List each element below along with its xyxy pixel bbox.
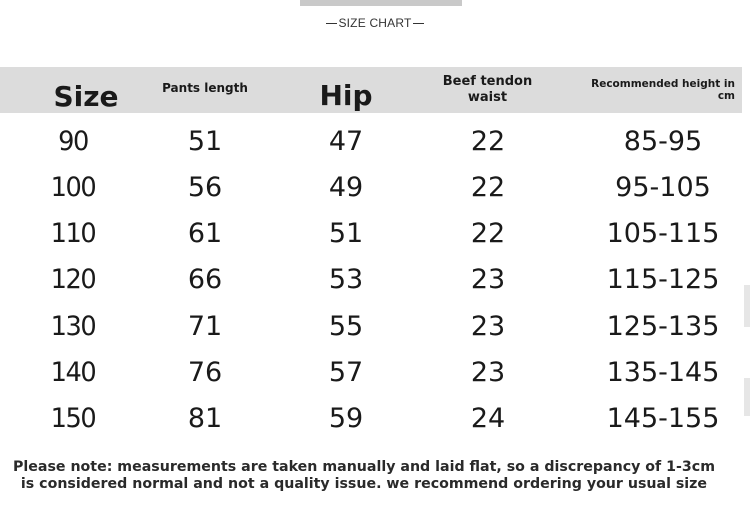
table-row <box>0 349 750 395</box>
size-chart-title <box>0 16 750 34</box>
table-row <box>0 396 750 442</box>
cell-hip: 53 <box>328 264 364 296</box>
cell-pants-length: 71 <box>187 310 223 342</box>
cell-recommended-height: 95-105 <box>615 171 711 203</box>
top-divider-bar <box>300 0 462 6</box>
cell-pants-length: 56 <box>187 171 223 203</box>
table-row <box>0 164 750 210</box>
cell-hip: 57 <box>328 356 364 388</box>
cell-waist: 22 <box>470 171 506 203</box>
cell-size: 90 <box>58 125 88 157</box>
cell-hip: 55 <box>328 310 364 342</box>
cell-waist: 23 <box>470 356 506 388</box>
cell-hip: 51 <box>328 218 364 250</box>
cell-pants-length: 51 <box>187 125 223 157</box>
cell-size: 130 <box>50 310 96 342</box>
cell-hip: 49 <box>328 171 364 203</box>
table-row <box>0 118 750 164</box>
cell-hip: 47 <box>328 125 364 157</box>
size-table-body <box>0 118 750 442</box>
table-row <box>0 211 750 257</box>
cell-pants-length: 61 <box>187 218 223 250</box>
cell-waist: 23 <box>470 310 506 342</box>
cell-waist: 23 <box>470 264 506 296</box>
table-header-row <box>0 67 742 113</box>
header-pants-length: Pants length <box>162 81 248 95</box>
cell-size: 120 <box>50 264 96 296</box>
note-line-1: Please note: measurements are taken manually and laid flat, so a discrepancy of 1-3cm <box>12 459 715 475</box>
cell-size: 100 <box>50 171 96 203</box>
cell-waist: 24 <box>470 403 506 435</box>
size-chart-title-text: SIZE CHART <box>338 16 412 30</box>
cell-size: 140 <box>50 356 96 388</box>
cell-waist: 22 <box>470 218 506 250</box>
cell-recommended-height: 85-95 <box>623 125 703 157</box>
edge-decoration <box>744 378 750 416</box>
cell-recommended-height: 135-145 <box>606 356 720 388</box>
cell-size: 150 <box>50 403 96 435</box>
cell-recommended-height: 145-155 <box>606 403 720 435</box>
header-waist-line2: waist <box>467 90 508 105</box>
header-hip: Hip <box>319 78 373 112</box>
cell-hip: 59 <box>328 403 364 435</box>
cell-recommended-height: 115-125 <box>606 264 720 296</box>
note-line-2: is considered normal and not a quality issue. we recommend ordering your usual size <box>20 475 708 492</box>
cell-recommended-height: 125-135 <box>606 310 720 342</box>
title-dash-left <box>326 23 337 24</box>
header-height-line2: cm <box>717 90 735 102</box>
cell-pants-length: 66 <box>187 264 223 296</box>
table-row <box>0 257 750 303</box>
table-row <box>0 303 750 349</box>
cell-size: 110 <box>50 218 96 250</box>
header-waist <box>430 67 545 113</box>
header-recommended-height <box>585 67 735 113</box>
measurement-note <box>0 459 728 492</box>
cell-pants-length: 76 <box>187 356 223 388</box>
header-size: Size <box>53 79 119 113</box>
header-height-line1: Recommended height in <box>591 78 735 90</box>
title-dash-right <box>413 23 424 24</box>
cell-pants-length: 81 <box>187 403 223 435</box>
cell-waist: 22 <box>470 125 506 157</box>
edge-decoration <box>744 285 750 327</box>
header-waist-line1: Beef tendon <box>442 74 533 89</box>
cell-recommended-height: 105-115 <box>606 218 720 250</box>
